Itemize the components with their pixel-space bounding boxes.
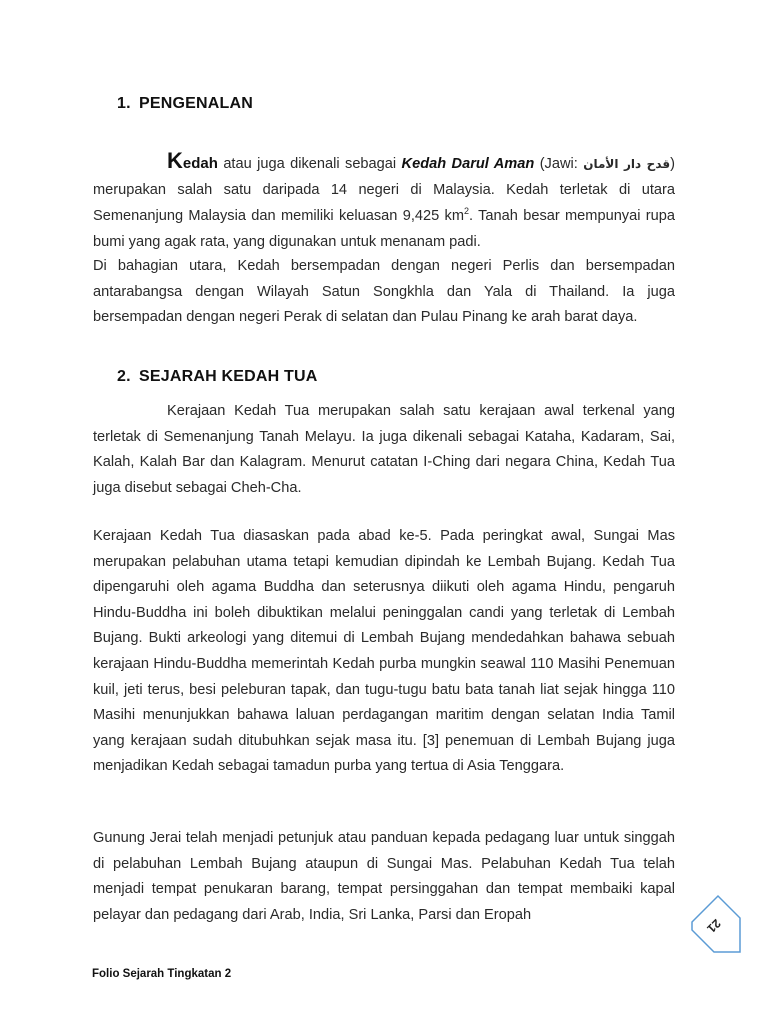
intro-paragraph — [93, 148, 675, 255]
drop-letter: K — [167, 148, 183, 173]
history-paragraph-2: Kerajaan Kedah Tua diasaskan pada abad ke-5. Pada peringkat awal, Sungai Mas merupakan pelabuhan utama tetapi kemudian dipindah ke Lembah Bujang. Kedah Tua dipengaruhi oleh agama Buddha dan seterusnya diikuti oleh agama Hindu, pengaruh Hindu-Buddha ini boleh dibuktikan melalui peninggalan candi yang terletak di Lembah Bujang. Bukti arkeologi yang ditemui di Lembah Bujang mendedahkan bahawa sebuah kerajaan Hindu-Buddha memerintah Kedah purba mungkin seawal 110 Masihi Penemuan kuil, jeti terus, besi peleburan tapak, dan tugu-tugu batu bata tanah liat sejak hingga 110 Masihi menunjukkan bahawa laluan perdagangan maritim dengan selatan India Tamil yang kerajaan sudah ditubuhkan sejak masa itu. [3] penemuan di Lembah Bujang juga menjadikan Kedah sebagai tamadun purba yang tertua di Asia Tenggara. — [93, 528, 675, 775]
intro-name-italic: Kedah Darul Aman — [401, 156, 535, 172]
intro-bold-word: edah — [182, 155, 218, 172]
intro-text-2: (Jawi: — [534, 156, 584, 172]
intro-text-4: . Tanah besar mempunyai rupa bumi yang agak rata, yang digunakan untuk menanam padi. — [93, 208, 675, 250]
border-paragraph: Di bahagian utara, Kedah bersempadan dengan negeri Perlis dan bersempadan antarabangsa dengan Wilayah Satun Songkhla dan Yala di Thailand. Ia juga bersempadan dengan negeri Perak di selatan dan Pulau Pinang ke arah barat daya. — [93, 258, 675, 326]
jawi-script: قدح دار الأمان — [583, 157, 671, 171]
section-title: SEJARAH KEDAH TUA — [139, 368, 318, 385]
section-heading-1 — [117, 95, 253, 113]
page-number-marker — [688, 892, 748, 962]
section-number: 1. — [117, 95, 131, 112]
footer: Folio Sejarah Tingkatan 2 — [92, 968, 232, 980]
intro-text-3: ) merupakan salah satu daripada 14 negeri di Malaysia. Kedah terletak di utara Semenanjung Malaysia dan memiliki keluasan 9,425 km — [93, 156, 675, 224]
intro-text-1: atau juga dikenali sebagai — [217, 156, 402, 172]
history-paragraph-1 — [93, 399, 675, 501]
section-title: PENGENALAN — [139, 95, 254, 112]
history-paragraph-3: Gunung Jerai telah menjadi petunjuk atau panduan kepada pedagang luar untuk singgah di pelabuhan Lembah Bujang ataupun di Sungai Mas. Pelabuhan Kedah Tua telah menjadi tempat penukaran barang, tempat persinggahan dan tempat membaiki kapal pelayar dan pedagang dari Arab, India, Sri Lanka, Parsi dan Eropah — [93, 830, 675, 923]
superscript: 2 — [464, 206, 470, 217]
page-number: 21 — [704, 916, 724, 936]
section-number: 2. — [117, 368, 131, 385]
section-heading-2 — [117, 368, 318, 386]
history-paragraph-1-text: Kerajaan Kedah Tua merupakan salah satu kerajaan awal terkenal yang terletak di Semenanjung Tanah Melayu. Ia juga dikenali sebagai Kataha, Kadaram, Sai, Kalah, Kalah Bar dan Kalagram. Menurut catatan I-Ching dari negara China, Kedah Tua juga disebut sebagai Cheh-Cha. — [93, 403, 675, 496]
